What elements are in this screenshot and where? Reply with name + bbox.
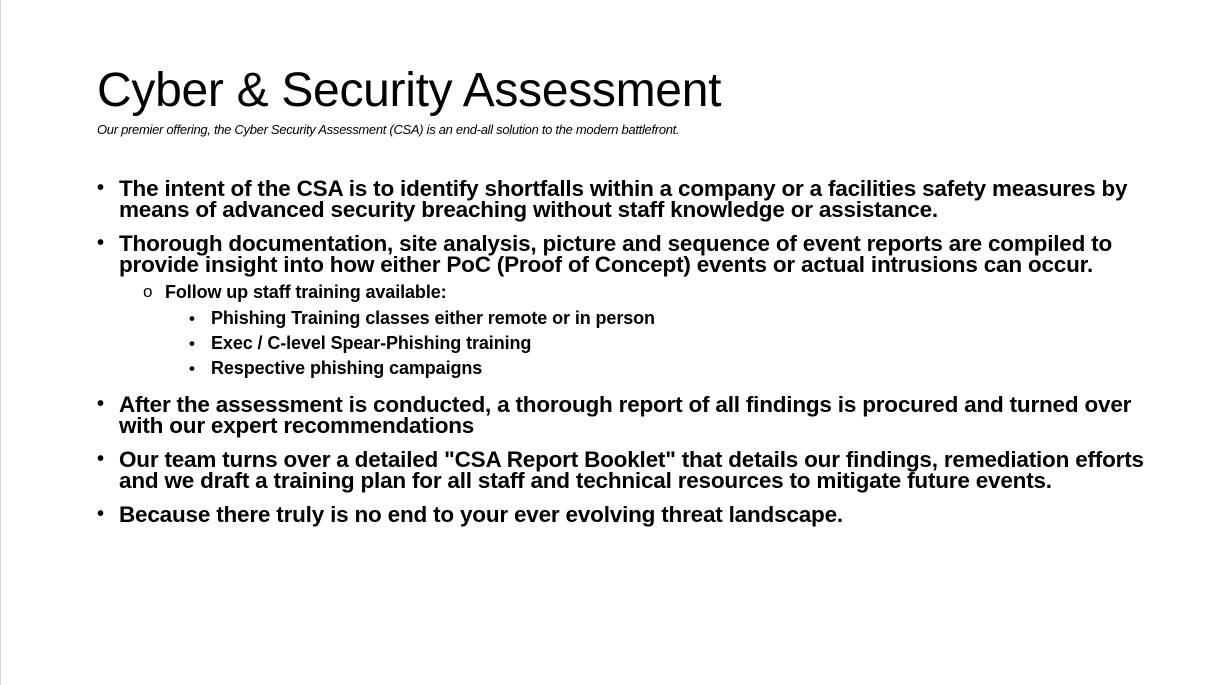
bullet-marker: • [189, 334, 195, 353]
bullet-text: Because there truly is no end to your ever evolving threat landscape. [119, 502, 843, 527]
bullet-text: The intent of the CSA is to identify shortfalls within a company or a facilities safety measures by means of advanced security breaching without staff knowledge or assistance. [119, 176, 1128, 222]
bullet-text: Our team turns over a detailed "CSA Report Booklet" that details our findings, remediation efforts and we draft a training plan for all staff and technical resources to mitigate future events. [119, 447, 1144, 493]
training-item-spear-phishing[interactable] [189, 331, 1157, 356]
sub-bullet-list [143, 281, 1157, 381]
training-item-text: Phishing Training classes either remote or in person [211, 308, 655, 328]
training-item-text: Respective phishing campaigns [211, 358, 483, 378]
bullet-marker: • [97, 503, 104, 525]
bullet-text: Thorough documentation, site analysis, picture and sequence of event reports are compiled to provide insight into how either PoC (Proof of Concept) events or actual intrusions can occur. [119, 231, 1113, 277]
bullet-item-documentation[interactable] [97, 233, 1157, 381]
training-item-phishing-campaigns[interactable] [189, 356, 1157, 381]
bullet-marker: • [97, 177, 104, 199]
slide-content [97, 62, 1157, 538]
bullet-marker: • [189, 359, 195, 378]
bullet-list [97, 178, 1157, 525]
slide-title[interactable]: Cyber & Security Assessment [97, 64, 722, 117]
training-item-text: Exec / C-level Spear-Phishing training [211, 333, 532, 353]
bullet-text: After the assessment is conducted, a thorough report of all findings is procured and turned over with our expert recommendations [119, 392, 1132, 438]
training-item-phishing-classes[interactable] [189, 306, 1157, 331]
bullet-item-booklet[interactable] [97, 449, 1157, 491]
slide-subtitle[interactable]: Our premier offering, the Cyber Security Assessment (CSA) is an end-all solution to the modern battlefront. [97, 122, 680, 137]
bullet-marker: • [97, 232, 104, 254]
sub-bullet-text: Follow up staff training available: [165, 282, 447, 302]
bullet-marker: • [189, 309, 195, 328]
bullet-item-report[interactable] [97, 394, 1157, 436]
sub-bullet-item-training[interactable] [143, 281, 1157, 381]
bullet-item-intent[interactable] [97, 178, 1157, 220]
training-list [189, 306, 1157, 381]
bullet-item-threat-landscape[interactable] [97, 504, 1157, 525]
circle-bullet-marker: o [143, 282, 153, 301]
bullet-marker: • [97, 448, 104, 470]
bullet-marker: • [97, 393, 104, 415]
